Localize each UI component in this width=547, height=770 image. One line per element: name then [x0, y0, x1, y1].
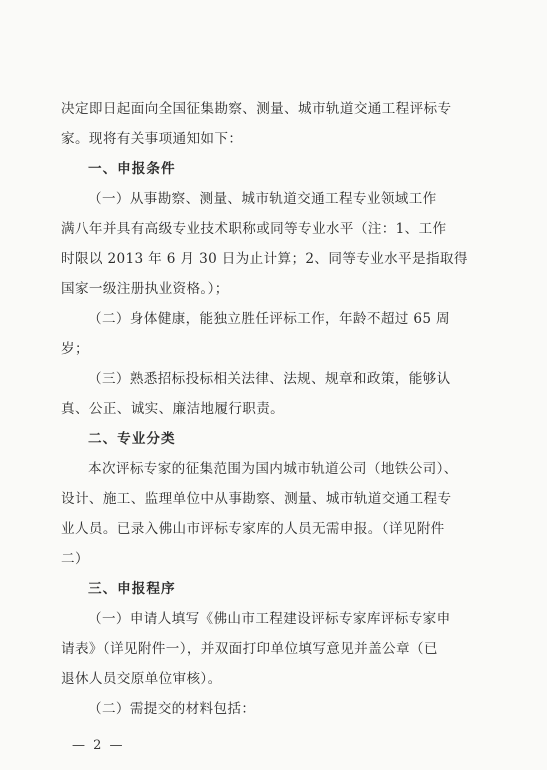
body-text-line: （二）身体健康，能独立胜任评标工作，年龄不超过 65 周 — [88, 311, 450, 327]
body-text-line: 请表》（详见附件一），并双面打印单位填写意见并盖公章（已 — [61, 641, 438, 657]
body-text-line: 国家一级注册执业资格。）； — [61, 281, 229, 297]
body-text-line: （一）从事勘察、测量、城市轨道交通工程专业领域工作 — [88, 191, 437, 207]
body-text-line: 真、公正、诚实、廉洁地履行职责。 — [61, 401, 285, 417]
body-text-line: 二） — [61, 551, 89, 567]
body-text-line: 满八年并具有高级专业技术职称或同等专业水平（注：1、工作 — [61, 221, 447, 237]
body-text-line: 业人员。已录入佛山市评标专家库的人员无需申报。（详见附件 — [61, 521, 445, 537]
body-text-line: 设计、施工、监理单位中从事勘察、测量、城市轨道交通工程专 — [61, 491, 452, 507]
body-text-line: 家。现将有关事项通知如下： — [61, 131, 243, 147]
body-text-line: 本次评标专家的征集范围为国内城市轨道公司（地铁公司）、 — [88, 461, 458, 477]
body-text-line: 岁； — [61, 341, 89, 357]
section-heading-1: 一、申报条件 — [88, 161, 176, 177]
section-heading-3: 三、申报程序 — [88, 581, 176, 597]
body-text-line: 决定即日起面向全国征集勘察、测量、城市轨道交通工程评标专 — [61, 101, 452, 117]
body-text-line: （三）熟悉招标投标相关法律、法规、规章和政策，能够认 — [88, 371, 451, 387]
page-number: — 2 — — [72, 738, 125, 753]
body-text-line: （二）需提交的材料包括： — [88, 701, 256, 717]
body-text-line: 退休人员交原单位审核）。 — [61, 671, 222, 687]
body-text-line: 时限以 2013 年 6 月 30 日为止计算；2、同等专业水平是指取得 — [61, 251, 468, 267]
body-text-line: （一）申请人填写《佛山市工程建设评标专家库评标专家申 — [88, 611, 451, 627]
section-heading-2: 二、专业分类 — [88, 431, 176, 447]
